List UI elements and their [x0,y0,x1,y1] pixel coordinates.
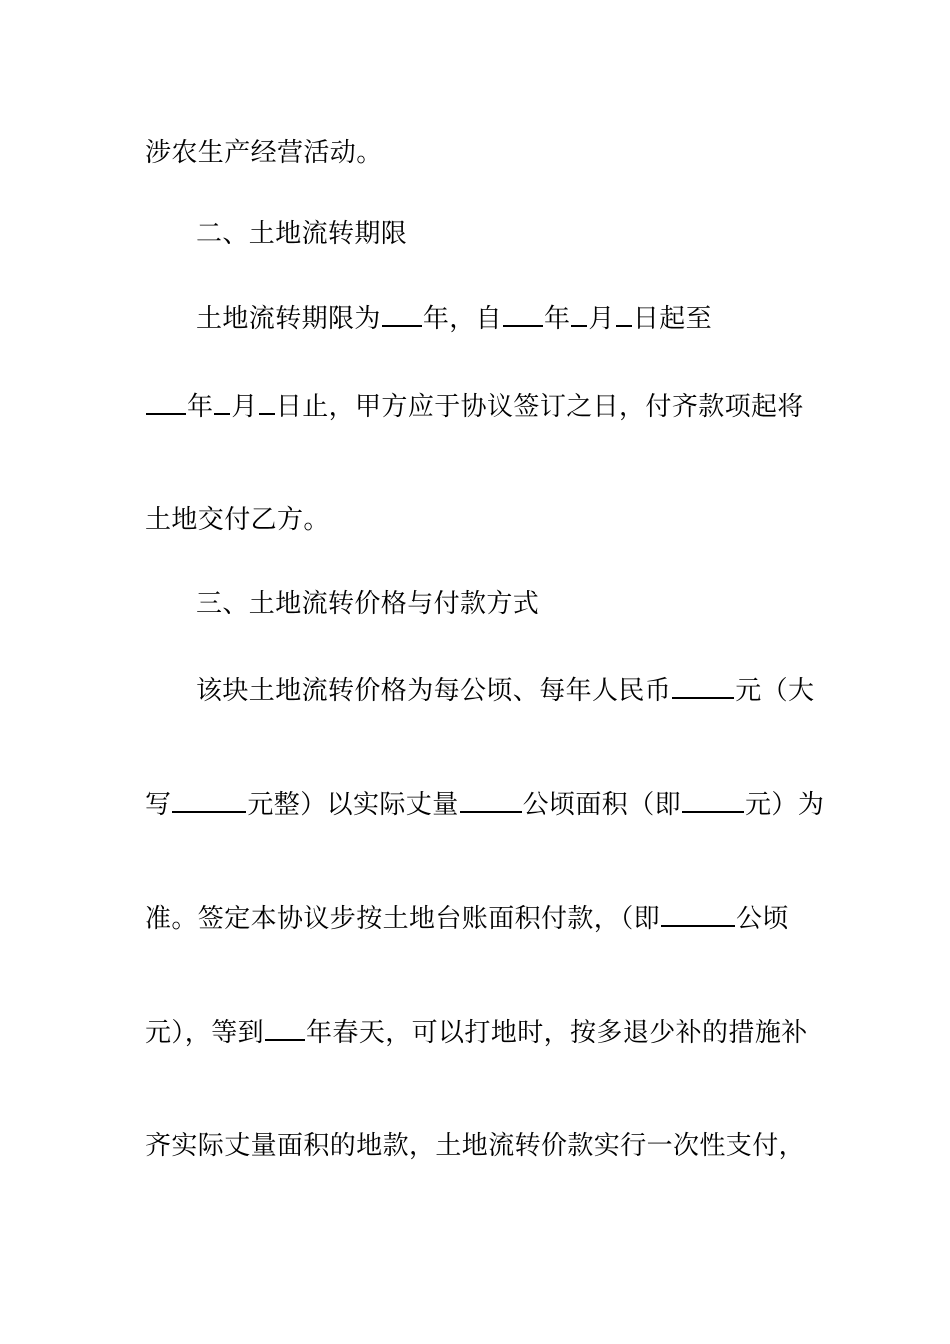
text: 年 [187,392,214,422]
text: 元），等到 [145,1018,265,1048]
paragraph-line [145,391,810,422]
paragraph-line [145,789,825,820]
section-heading [196,589,861,619]
paragraph-line [145,138,810,168]
blank-underline [503,303,543,327]
text: 年 [544,304,571,334]
text: 年春天，可以打地时，按多退少补的措施补 [306,1018,808,1048]
paragraph-line [196,675,861,706]
text: 三、土地流转价格与付款方式 [196,589,540,619]
blank-underline [571,303,587,327]
text: 二、土地流转期限 [196,219,408,249]
text: 月 [588,304,615,334]
blank-underline [382,303,422,327]
text: 土地交付乙方。 [145,505,330,535]
text: 公顷 [736,904,789,934]
text: 土地流转期限为 [196,304,381,334]
text: 元整）以实际丈量 [247,790,459,820]
blank-underline [682,789,744,813]
text: 元）为 [745,790,825,820]
blank-underline [214,391,230,415]
blank-underline [661,903,735,927]
paragraph-line [145,505,810,535]
text: 公顷面积（即 [522,790,682,820]
text: 年，自 [422,304,503,334]
blank-underline [460,789,522,813]
text: 涉农生产经营活动。 [145,138,383,168]
text: 准。签定本协议步按土地台账面积付款，（即 [145,904,661,934]
blank-underline [265,1017,305,1041]
paragraph-line [145,1017,810,1048]
blank-underline [616,303,632,327]
blank-underline [259,391,275,415]
text: 写 [145,790,172,820]
text: 元（大 [735,676,815,706]
text: 齐实际丈量面积的地款，土地流转价款实行一次性支付， [145,1131,806,1161]
paragraph-line [145,1131,810,1161]
paragraph-line [145,903,810,934]
text: 日起至 [632,304,713,334]
blank-underline [172,789,246,813]
text: 该块土地流转价格为每公顷、每年人民币 [196,676,672,706]
section-heading [196,219,861,249]
text: 日止，甲方应于协议签订之日，付齐款项起将 [275,392,804,422]
paragraph-line [196,303,861,334]
blank-underline [672,675,734,699]
blank-underline [146,391,186,415]
text: 月 [231,392,258,422]
